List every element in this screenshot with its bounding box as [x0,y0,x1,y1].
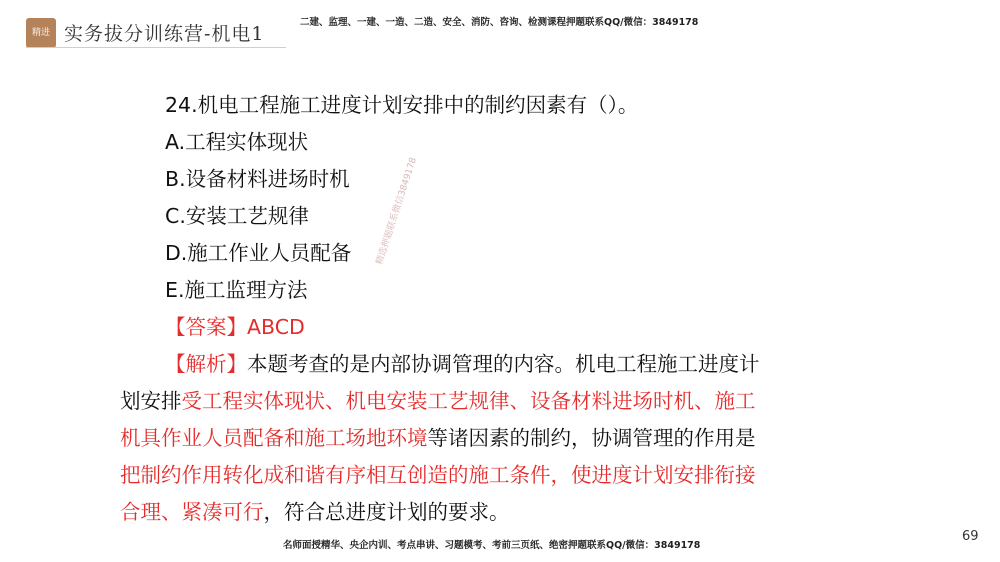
option-a: A.工程实体现状 [165,130,309,154]
analysis-line-2 [120,386,756,416]
question-stem: 24.机电工程施工进度计划安排中的制约因素有（）。 [165,93,639,117]
analysis-highlight: 机具作业人员配备和施工场地环境 [120,426,428,450]
top-ad-banner: 二建、监理、一建、一造、二造、安全、消防、咨询、检测课程押题联系QQ/微信：3849178 [300,17,699,28]
analysis-text: ，符合总进度计划的要求。 [263,500,510,524]
bottom-ad-banner: 名师面授精华、央企内训、考点串讲、习题模考、考前三页纸、绝密押题联系QQ/微信：3849178 [283,540,701,551]
analysis-line-1 [165,349,760,379]
analysis-text: 本题考查的是内部协调管理的内容。机电工程施工进度计 [247,352,760,376]
title-divider [26,47,286,48]
analysis-highlight: 受工程实体现状、机电安装工艺规律、设备材料进场时机、施工 [181,389,756,413]
analysis-highlight: 合理、紧凑可行 [120,500,264,524]
answer: 【答案】ABCD [165,315,305,339]
option-b: B.设备材料进场时机 [165,167,350,191]
analysis-label: 【解析】 [165,352,247,376]
brand-logo: 精进 [26,18,56,48]
analysis-text: 划安排 [120,389,182,413]
page-number: 69 [962,529,979,544]
analysis-line-5 [120,497,510,527]
analysis-line-4: 把制约作用转化成和谐有序相互创造的施工条件，使进度计划安排衔接 [120,463,756,487]
watermark: 精选押题联系微信3849178 [374,156,420,267]
analysis-line-3 [120,423,756,453]
option-e: E.施工监理方法 [165,278,308,302]
option-c: C.安装工艺规律 [165,204,309,228]
analysis-text: 等诸因素的制约，协调管理的作用是 [427,426,756,450]
course-title: 实务拔分训练营-机电1 [64,23,265,45]
option-d: D.施工作业人员配备 [165,241,352,265]
